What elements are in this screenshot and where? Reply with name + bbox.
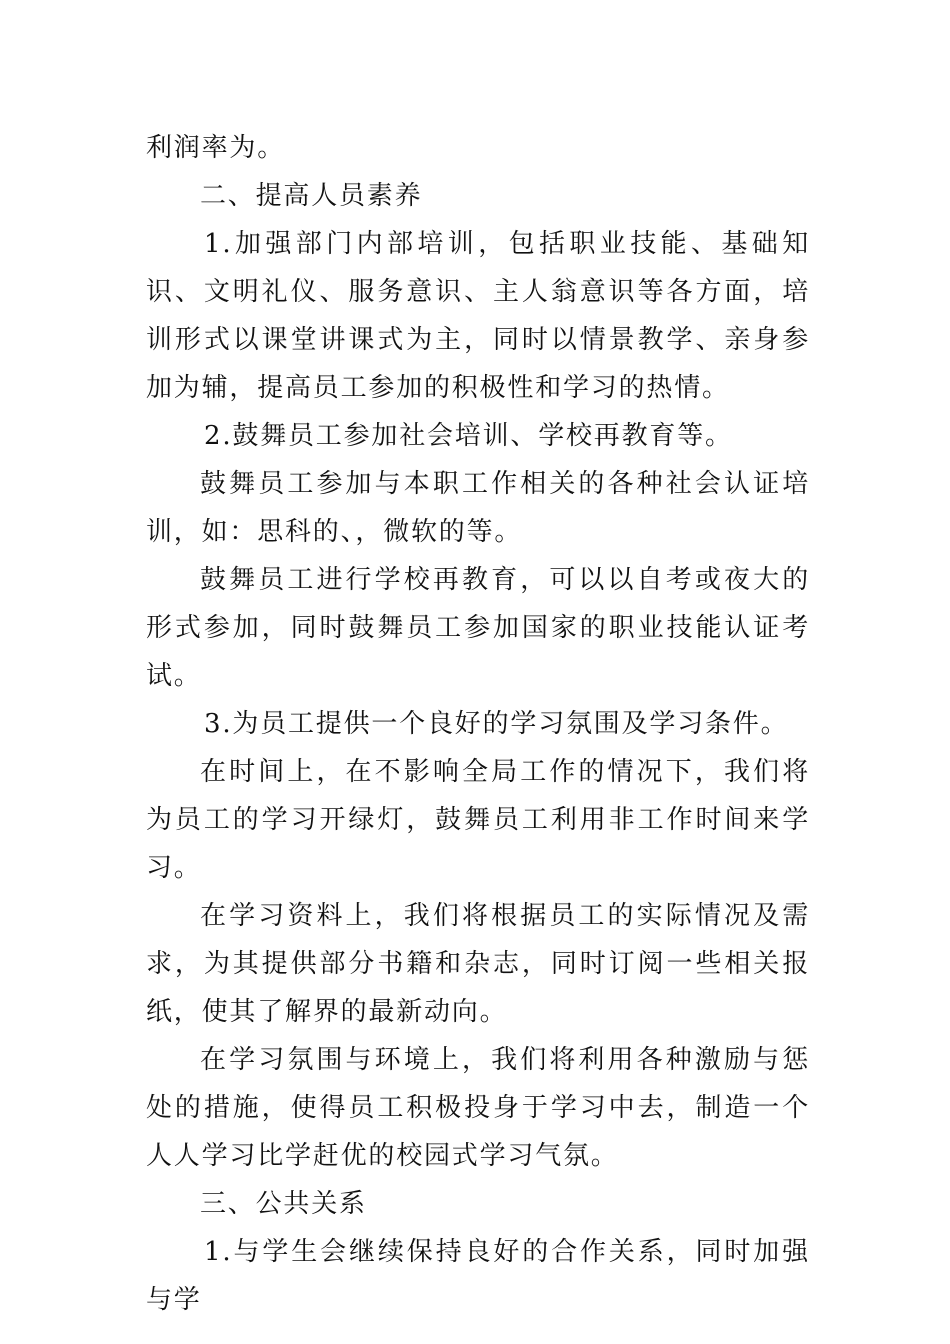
paragraph-school-education: 鼓舞员工进行学校再教育，可以以自考或夜大的形式参加，同时鼓舞员工参加国家的职业技能认证考试。 — [146, 565, 810, 691]
paragraph-materials: 在学习资料上，我们将根据员工的实际情况及需求，为其提供部分书籍和杂志，同时订阅一些相关报纸，使其了解界的最新动向。 — [146, 901, 810, 1027]
paragraph-time: 在时间上，在不影响全局工作的情况下，我们将为员工的学习开绿灯，鼓舞员工利用非工作时间来学习。 — [146, 757, 810, 883]
paragraph-continuation: 利润率为。 — [146, 133, 286, 163]
paragraph-item-3: 3.为员工提供一个良好的学习氛围及学习条件。 — [204, 709, 789, 739]
section-heading-3: 三、公共关系 — [200, 1189, 367, 1219]
section-heading-2: 二、提高人员素养 — [200, 181, 423, 211]
paragraph-environment: 在学习氛围与环境上，我们将利用各种激励与惩处的措施，使得员工积极投身于学习中去，制造一个人人学习比学赶优的校园式学习气氛。 — [146, 1045, 810, 1171]
paragraph-item-1: 1.加强部门内部培训，包括职业技能、基础知识、文明礼仪、服务意识、主人翁意识等各方面，培训形式以课堂讲课式为主，同时以情景教学、亲身参加为辅，提高员工参加的积极性和学习的热情。 — [146, 229, 810, 403]
paragraph-item-2: 2.鼓舞员工参加社会培训、学校再教育等。 — [204, 421, 733, 451]
paragraph-item-1b: 1.与学生会继续保持良好的合作关系，同时加强与学 — [146, 1237, 810, 1315]
document-body — [146, 124, 810, 1324]
paragraph-social-training: 鼓舞员工参加与本职工作相关的各种社会认证培训，如：思科的、，微软的等。 — [146, 469, 810, 547]
